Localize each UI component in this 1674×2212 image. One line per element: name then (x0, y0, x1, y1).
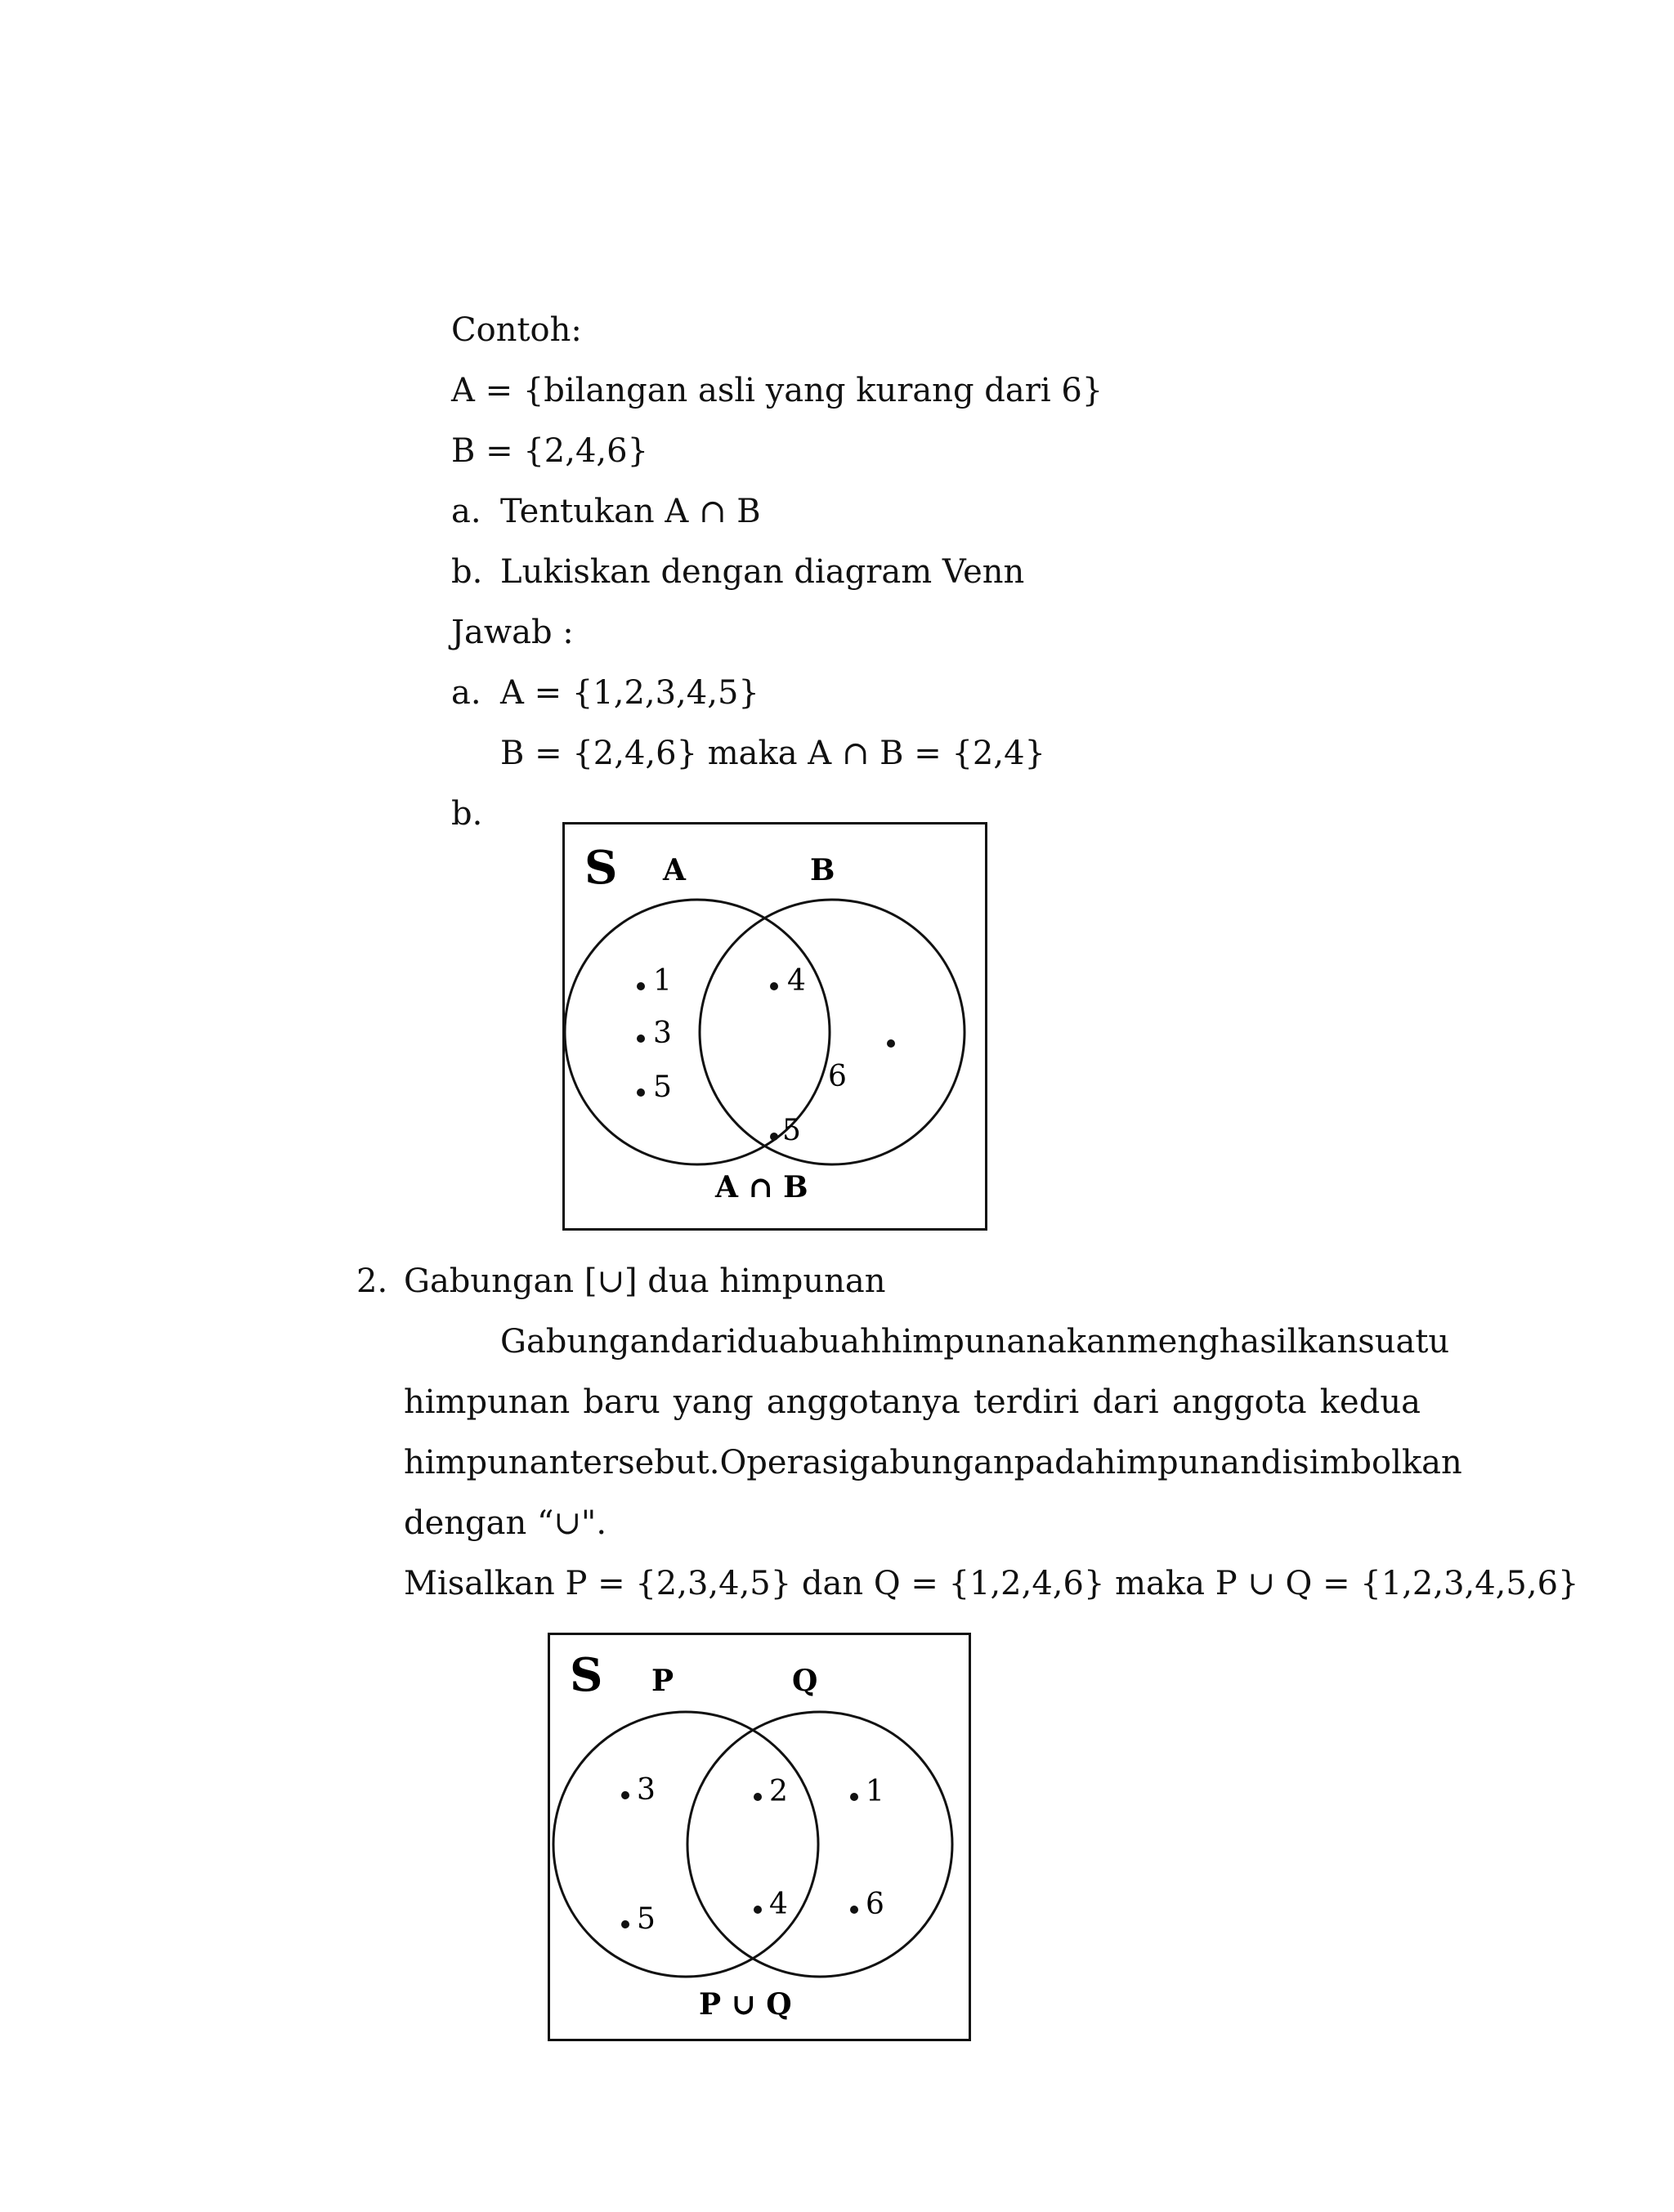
word: yang (673, 1383, 754, 1421)
element-5-label: 5 (637, 1902, 656, 1936)
element-dot (754, 1793, 762, 1801)
element-2-label: 2 (769, 1775, 788, 1808)
question-a-text: Tentukan A ∩ B (500, 493, 761, 530)
element-5-label: 5 (653, 1070, 672, 1104)
word: buah (798, 1323, 881, 1361)
question-b-marker: b. (451, 553, 483, 591)
venn-union-svg (550, 1635, 969, 2039)
element-dot (770, 982, 778, 990)
paragraph-line-3 (404, 1441, 1462, 1484)
word: anggotanya (766, 1383, 960, 1421)
stray-5-label: 5 (782, 1114, 801, 1147)
answer-a-line2: B = {2,4,6} maka A ∩ B = {2,4} (500, 735, 1045, 772)
word: anggota (1171, 1383, 1307, 1421)
word: menghasilkan (1126, 1323, 1358, 1361)
element-dot (637, 1035, 645, 1043)
word: himpunan (404, 1383, 571, 1421)
paragraph-line-2 (404, 1381, 1421, 1423)
answer-a-marker: a. (451, 674, 481, 712)
word: disimbolkan (1260, 1444, 1462, 1481)
word: gabungan (848, 1444, 1014, 1481)
venn-diagram-union (548, 1633, 971, 2041)
word: terdiri (973, 1383, 1080, 1421)
circle-p (553, 1712, 818, 1977)
venn-caption: P ∪ Q (699, 1987, 792, 2022)
set-a-label: A (663, 853, 686, 887)
element-6-label: 6 (866, 1888, 884, 1921)
element-1-label: 1 (866, 1775, 884, 1808)
element-4-label: 4 (769, 1888, 788, 1921)
set-p-label: P (651, 1664, 674, 1698)
element-4-label: 4 (787, 964, 806, 998)
section-title: Gabungan [∪] dua himpunan (404, 1262, 886, 1300)
answer-b-marker: b. (451, 795, 483, 833)
word: Operasi (719, 1444, 849, 1481)
element-dot (887, 1039, 895, 1048)
element-dot (637, 1088, 645, 1097)
union-example-line: Misalkan P = {2,3,4,5} dan Q = {1,2,4,6} maka P ∪ Q = {1,2,3,4,5,6} (404, 1565, 1579, 1602)
element-1-label: 1 (653, 964, 672, 998)
question-a-marker: a. (451, 493, 481, 530)
word: dua (736, 1323, 799, 1361)
element-dot (770, 1133, 778, 1141)
example-heading: Contoh: (451, 311, 582, 349)
paragraph-line-4: dengan “∪". (404, 1504, 607, 1542)
element-3-label: 3 (653, 1017, 672, 1050)
set-b-label: B (810, 853, 835, 887)
word: dari (670, 1323, 737, 1361)
word: Gabungan (500, 1323, 671, 1361)
word: pada (1014, 1444, 1095, 1481)
word: himpunan (404, 1444, 571, 1481)
word: himpunan (880, 1323, 1047, 1361)
element-dot (754, 1906, 762, 1914)
word: suatu (1358, 1323, 1450, 1361)
set-a-definition: A = {bilangan asli yang kurang dari 6} (451, 372, 1103, 409)
answer-heading: Jawab : (451, 614, 574, 651)
element-3-label: 3 (637, 1773, 656, 1807)
set-q-label: Q (792, 1664, 818, 1698)
question-b-text: Lukiskan dengan diagram Venn (500, 553, 1025, 591)
word: baru (583, 1383, 660, 1421)
element-dot (850, 1906, 858, 1914)
section-number: 2. (356, 1262, 388, 1300)
word: himpunan (1094, 1444, 1261, 1481)
word: tersebut. (570, 1444, 720, 1481)
universe-label: S (570, 1648, 603, 1702)
circle-q (687, 1712, 952, 1977)
element-dot (850, 1793, 858, 1801)
circle-b (700, 900, 965, 1164)
stray-6-label: 6 (828, 1060, 847, 1093)
set-b-definition: B = {2,4,6} (451, 432, 649, 470)
word: dari (1092, 1383, 1159, 1421)
element-dot (637, 982, 645, 990)
venn-caption: A ∩ B (715, 1170, 808, 1204)
paragraph-line-1 (500, 1320, 1450, 1363)
element-dot (621, 1791, 629, 1799)
answer-a-line1: A = {1,2,3,4,5} (500, 674, 759, 712)
venn-diagram-intersection (562, 822, 987, 1231)
word: kedua (1319, 1383, 1421, 1421)
universe-label: S (584, 841, 618, 895)
word: akan (1046, 1323, 1127, 1361)
element-dot (621, 1920, 629, 1928)
venn-intersection-svg (565, 824, 985, 1228)
